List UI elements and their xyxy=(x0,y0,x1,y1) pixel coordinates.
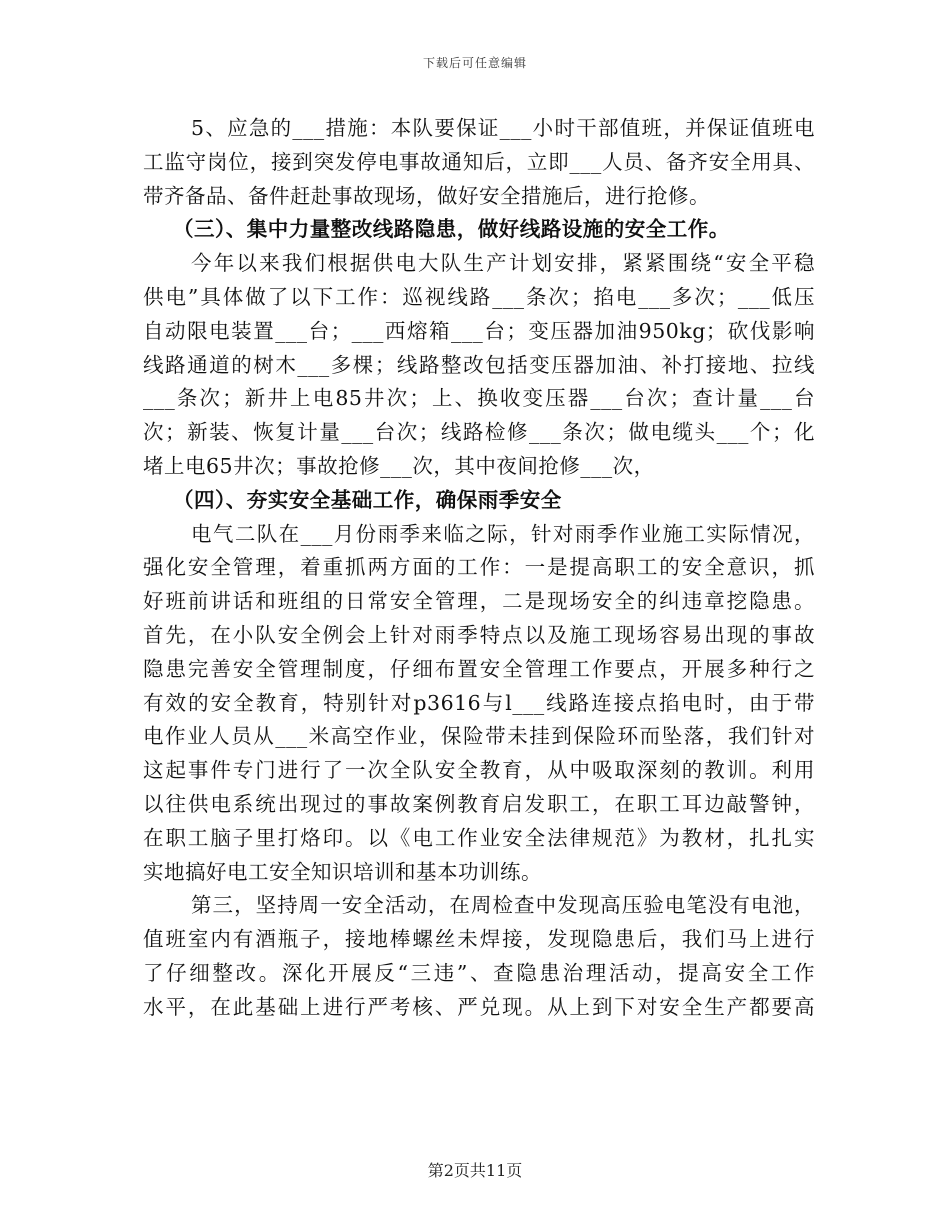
paragraph-line: 带齐备品、备件赶赴事故现场，做好安全措施后，进行抢修。 xyxy=(143,183,710,208)
paragraph-line: 隐患完善安全管理制度，仔细布置安全管理工作要点，开展多种行之 xyxy=(143,656,815,681)
document-body xyxy=(143,112,815,1025)
paragraph-line: 次；新装、恢复计量___台次；线路检修___条次；做电缆头___个；化 xyxy=(143,420,815,445)
paragraph-line: 实地搞好电工安全知识培训和基本功训练。 xyxy=(143,859,542,884)
section-heading: （四）、夯实安全基础工作，确保雨季安全 xyxy=(173,487,562,512)
paragraph-line: 值班室内有酒瓶子，接地棒螺丝未焊接，发现隐患后，我们马上进行 xyxy=(143,927,815,952)
paragraph-line: 首先，在小队安全例会上针对雨季特点以及施工现场容易出现的事故 xyxy=(143,622,815,647)
paragraph-line: 今年以来我们根据供电大队生产计划安排，紧紧围绕“安全平稳 xyxy=(191,251,815,276)
paragraph-line: 有效的安全教育，特别针对p3616与l___线路连接点掐电时，由于带 xyxy=(143,690,815,715)
paragraph-line: 工监守岗位，接到突发停电事故通知后，立即___人员、备齐安全用具、 xyxy=(143,149,815,174)
section-heading: （三）、集中力量整改线路隐患，做好线路设施的安全工作。 xyxy=(173,217,730,242)
paragraph-line: 以往供电系统出现过的事故案例教育启发职工，在职工耳边敲警钟， xyxy=(143,791,815,816)
paragraph-line: 强化安全管理，着重抓两方面的工作：一是提高职工的安全意识，抓 xyxy=(143,555,815,580)
paragraph-line: 堵上电65井次；事故抢修___次，其中夜间抢修___次， xyxy=(143,453,655,478)
paragraph-line: 供电”具体做了以下工作：巡视线路___条次；掐电___多次；___低压 xyxy=(143,284,815,309)
paragraph-line: 线路通道的树木___多棵；线路整改包括变压器加油、补打接地、拉线 xyxy=(143,352,815,377)
page-footer: 第2页共11页 xyxy=(427,1161,523,1180)
paragraph-line: 水平，在此基础上进行严考核、严兑现。从上到下对安全生产都要高 xyxy=(143,994,815,1019)
paragraph-line: 这起事件专门进行了一次全队安全教育，从中吸取深刻的教训。利用 xyxy=(143,758,815,783)
paragraph-line: 在职工脑子里打烙印。以《电工作业安全法律规范》为教材，扎扎实 xyxy=(143,825,815,850)
paragraph-line: 电气二队在___月份雨季来临之际，针对雨季作业施工实际情况， xyxy=(191,521,815,546)
paragraph-line: 5、应急的___措施：本队要保证___小时干部值班，并保证值班电 xyxy=(191,116,815,140)
paragraph-line: 了仔细整改。深化开展反“三违”、查隐患治理活动，提高安全工作 xyxy=(143,960,815,985)
paragraph-line: ___条次；新井上电85井次；上、换收变压器___台次；查计量___台 xyxy=(143,386,815,411)
paragraph-line: 自动限电装置___台；___西熔箱___台；变压器加油950kg；砍伐影响 xyxy=(143,318,815,343)
paragraph-line: 第三，坚持周一安全活动，在周检查中发现高压验电笔没有电池， xyxy=(191,893,815,918)
page-header: 下载后可任意编辑 xyxy=(422,56,527,70)
paragraph-line: 好班前讲话和班组的日常安全管理，二是现场安全的纠违章挖隐患。 xyxy=(143,589,815,614)
paragraph-line: 电作业人员从___米高空作业，保险带未挂到保险环而坠落，我们针对 xyxy=(143,724,815,749)
